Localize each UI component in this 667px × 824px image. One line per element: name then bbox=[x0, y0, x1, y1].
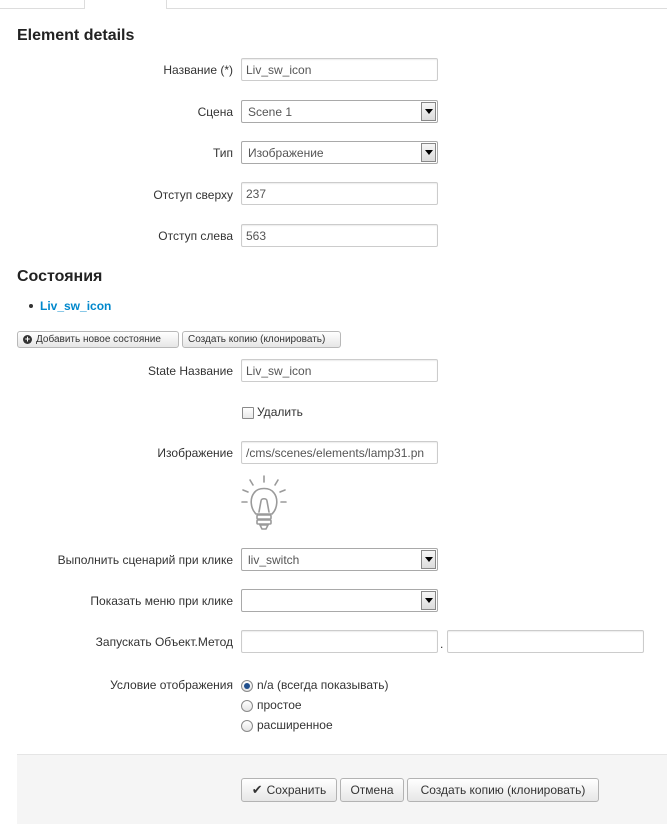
state-link[interactable]: Liv_sw_icon bbox=[40, 299, 112, 313]
scene-select[interactable] bbox=[241, 100, 438, 123]
cancel-button-label: Отмена bbox=[350, 783, 394, 797]
name-input[interactable]: Liv_sw_icon bbox=[241, 58, 438, 81]
section-title-states: Состояния bbox=[17, 268, 103, 285]
section-title-element-details: Element details bbox=[17, 27, 135, 44]
type-select-value: Изображение bbox=[248, 146, 324, 160]
save-button-label: Сохранить bbox=[266, 783, 327, 797]
top-offset-label: Отступ сверху bbox=[153, 188, 233, 202]
state-name-label: State Название bbox=[148, 364, 233, 378]
bullet-icon bbox=[29, 304, 33, 308]
type-select[interactable] bbox=[241, 141, 438, 164]
menu-label: Показать меню при клике bbox=[90, 594, 233, 608]
add-state-button-label: Добавить новое состояние bbox=[36, 334, 161, 345]
name-label: Название (*) bbox=[163, 63, 233, 77]
delete-label: Удалить bbox=[257, 405, 303, 419]
condition-radio-always[interactable] bbox=[241, 680, 253, 692]
left-offset-input[interactable]: 563 bbox=[241, 224, 438, 247]
script-label: Выполнить сценарий при клике bbox=[57, 553, 233, 567]
type-label: Тип bbox=[212, 146, 233, 160]
tab-active[interactable] bbox=[84, 0, 167, 9]
condition-radio-advanced[interactable] bbox=[241, 720, 253, 732]
state-name-input[interactable]: Liv_sw_icon bbox=[241, 359, 438, 382]
plus-circle-icon: + bbox=[24, 334, 31, 344]
save-button[interactable] bbox=[241, 778, 337, 802]
condition-label: Условие отображения bbox=[110, 678, 233, 692]
chevron-down-icon bbox=[421, 102, 436, 121]
condition-option-simple: простое bbox=[257, 698, 302, 712]
menu-select[interactable] bbox=[241, 589, 438, 612]
method-object-input[interactable] bbox=[241, 630, 438, 653]
script-select-value: liv_switch bbox=[248, 553, 300, 567]
image-input[interactable]: /cms/scenes/elements/lamp31.pn bbox=[241, 441, 438, 464]
delete-checkbox[interactable] bbox=[242, 407, 254, 419]
condition-option-advanced: расширенное bbox=[257, 718, 333, 732]
left-offset-label: Отступ слева bbox=[158, 229, 233, 243]
clone-state-button[interactable] bbox=[182, 331, 341, 348]
chevron-down-icon bbox=[421, 591, 436, 610]
script-select[interactable] bbox=[241, 548, 438, 571]
method-separator: . bbox=[440, 637, 444, 651]
clone-button[interactable] bbox=[407, 778, 599, 802]
scene-select-value: Scene 1 bbox=[248, 105, 293, 119]
cancel-button[interactable] bbox=[340, 778, 404, 802]
condition-option-always: n/a (всегда показывать) bbox=[257, 678, 389, 692]
condition-radio-simple[interactable] bbox=[241, 700, 253, 712]
clone-state-button-label: Создать копию (клонировать) bbox=[188, 334, 326, 345]
chevron-down-icon bbox=[421, 550, 436, 569]
top-offset-input[interactable]: 237 bbox=[241, 182, 438, 205]
clone-button-label: Создать копию (клонировать) bbox=[420, 783, 586, 797]
add-state-button[interactable] bbox=[17, 331, 179, 348]
method-label: Запускать Объект.Метод bbox=[95, 635, 233, 649]
chevron-down-icon bbox=[421, 143, 436, 162]
method-name-input[interactable] bbox=[447, 630, 644, 653]
image-label: Изображение bbox=[157, 446, 233, 460]
check-icon: ✔ bbox=[251, 782, 263, 797]
lamp-image-preview bbox=[240, 474, 288, 534]
scene-label: Сцена bbox=[197, 105, 233, 119]
